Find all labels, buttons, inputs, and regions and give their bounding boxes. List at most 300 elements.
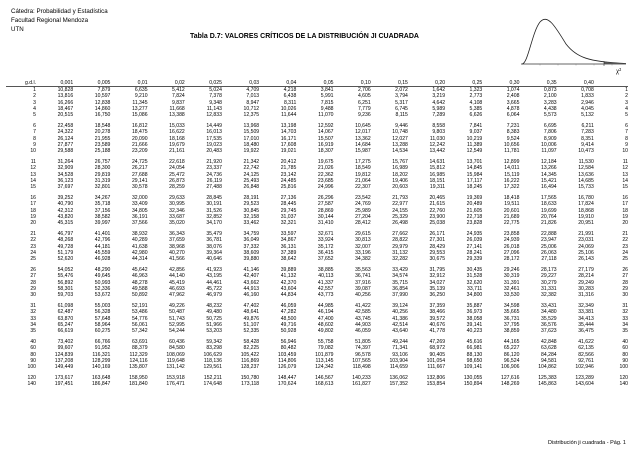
value-cell: 86,120 — [503, 351, 520, 358]
value-cell: 38,859 — [503, 328, 520, 334]
value-cell: 22,307 — [355, 184, 371, 190]
value-cell: 6,064 — [506, 112, 520, 118]
value-cell: 19,023 — [206, 141, 222, 148]
value-cell: 38,932 — [131, 231, 148, 237]
value-cell: 28,869 — [317, 207, 334, 214]
value-cell: 20,764 — [541, 213, 557, 220]
value-cell: 46,059 — [280, 303, 297, 309]
value-cell: 96,524 — [503, 357, 520, 364]
column-header: 0,15 — [371, 78, 408, 87]
value-cell: 25,329 — [392, 213, 408, 220]
value-cell: 152,211 — [203, 375, 222, 381]
value-cell: 19,311 — [429, 184, 446, 190]
value-cell: 4,438 — [543, 105, 557, 112]
value-cell: 41,132 — [280, 273, 297, 280]
value-cell: 140,169 — [91, 364, 111, 370]
value-cell: 9,446 — [395, 123, 408, 129]
value-cell: 32,282 — [392, 256, 408, 262]
value-cell: 36,191 — [131, 213, 148, 220]
value-cell: 80,482 — [280, 345, 297, 352]
value-cell: 109,141 — [463, 364, 483, 370]
gdl-cell-left: 26 — [30, 267, 36, 273]
value-cell: 16,780 — [578, 195, 594, 201]
value-cell: 23,031 — [578, 237, 594, 244]
value-cell: 40,289 — [131, 237, 148, 244]
gdl-cell-right: 34 — [622, 321, 628, 328]
value-cell: 24,725 — [131, 159, 148, 165]
value-cell: 40,270 — [169, 249, 185, 256]
value-cell: 73,402 — [57, 339, 74, 345]
value-cell: 15,812 — [429, 165, 446, 172]
value-cell: 1,833 — [581, 93, 594, 100]
value-cell: 68,972 — [429, 345, 446, 352]
value-cell: 54,776 — [131, 315, 148, 322]
value-cell: 33,597 — [280, 231, 297, 237]
value-cell: 23,858 — [503, 231, 520, 237]
column-header: 0,25 — [445, 78, 482, 87]
value-cell: 26,171 — [429, 231, 446, 237]
value-cell: 36,781 — [206, 237, 222, 244]
value-cell: 33,687 — [169, 213, 185, 220]
value-cell: 42,514 — [392, 321, 408, 328]
gdl-cell-right: 11 — [622, 159, 628, 165]
gdl-cell-right: 35 — [622, 328, 628, 334]
value-cell: 16,750 — [94, 112, 111, 118]
value-cell: 34,413 — [578, 315, 594, 322]
gdl-cell-right: 29 — [622, 285, 628, 292]
chi-square-label: χ² — [616, 67, 622, 75]
gdl-cell-right: 10 — [622, 148, 628, 154]
gdl-cell-left: 35 — [30, 328, 36, 334]
value-cell: 16,622 — [169, 129, 185, 136]
value-cell: 20,489 — [466, 201, 483, 208]
value-cell: 84,284 — [541, 351, 557, 358]
value-cell: 31,795 — [429, 267, 446, 273]
value-cell: 12,592 — [317, 123, 334, 129]
value-cell: 35,444 — [578, 321, 594, 328]
value-cell: 58,428 — [243, 339, 260, 345]
value-cell: 47,400 — [317, 315, 334, 322]
value-cell: 27,204 — [355, 213, 371, 220]
header-facultad: Facultad Regional Mendoza — [11, 17, 89, 25]
value-cell: 29,979 — [392, 243, 408, 250]
value-cell: 14,011 — [504, 165, 520, 172]
value-cell: 22,760 — [429, 207, 446, 214]
value-cell: 57,648 — [94, 315, 111, 322]
value-cell: 37,652 — [317, 256, 334, 262]
value-cell: 66,766 — [94, 339, 111, 345]
value-cell: 28,445 — [280, 201, 297, 208]
value-cell: 53,203 — [206, 328, 222, 334]
column-header: 0,04 — [259, 78, 296, 87]
value-cell: 32,461 — [503, 285, 520, 292]
value-cell: 13,266 — [541, 165, 557, 172]
value-cell: 34,528 — [57, 171, 74, 178]
value-cell: 150,894 — [463, 381, 483, 388]
value-cell: 7,779 — [357, 105, 371, 112]
value-cell: 7,879 — [97, 87, 111, 93]
value-cell: 65,247 — [57, 321, 74, 328]
value-cell: 7,231 — [506, 123, 520, 129]
value-cell: 35,479 — [206, 231, 222, 237]
value-cell: 0,873 — [543, 87, 557, 93]
gdl-cell-left: 90 — [30, 357, 36, 364]
gdl-cell-left: 31 — [30, 303, 36, 309]
value-cell: 18,480 — [243, 141, 260, 148]
value-cell: 41,386 — [392, 315, 408, 322]
value-cell: 129,561 — [203, 364, 222, 370]
value-cell: 23,142 — [280, 171, 297, 178]
value-cell: 105,422 — [240, 351, 260, 358]
gdl-cell-right: 23 — [622, 243, 628, 250]
gdl-cell-left: 10 — [30, 148, 36, 154]
value-cell: 26,143 — [578, 256, 594, 262]
value-cell: 21,793 — [392, 195, 408, 201]
value-cell: 21,991 — [578, 231, 594, 237]
gdl-cell-right: 120 — [619, 375, 628, 381]
value-cell: 13,968 — [243, 123, 260, 129]
value-cell: 46,194 — [317, 309, 334, 316]
gdl-cell-left: 140 — [27, 381, 36, 388]
value-cell: 7,283 — [581, 129, 594, 136]
value-cell: 1,074 — [506, 87, 520, 93]
value-cell: 41,638 — [131, 243, 148, 250]
value-cell: 150,780 — [240, 375, 260, 381]
gdl-cell-left: 1 — [33, 87, 36, 93]
value-cell: 16,989 — [392, 165, 408, 172]
value-cell: 42,980 — [131, 249, 148, 256]
value-cell: 29,745 — [280, 207, 297, 214]
value-cell: 22,618 — [169, 159, 185, 165]
value-cell: 11,345 — [132, 99, 148, 106]
value-cell: 20,412 — [280, 159, 297, 165]
gdl-cell-left: 18 — [30, 207, 36, 214]
value-cell: 128,237 — [240, 364, 260, 370]
value-cell: 44,140 — [169, 273, 185, 280]
gdl-cell-left: 29 — [30, 285, 36, 292]
value-cell: 34,867 — [280, 237, 297, 244]
value-cell: 90,405 — [429, 351, 446, 358]
value-cell: 47,269 — [429, 339, 446, 345]
value-cell: 34,267 — [94, 195, 111, 201]
value-cell: 35,887 — [466, 303, 483, 309]
gdl-cell-right: 6 — [625, 123, 628, 129]
value-cell: 35,529 — [541, 315, 557, 322]
value-cell: 42,557 — [317, 285, 334, 292]
value-cell: 26,757 — [94, 159, 111, 165]
gdl-cell-left: 28 — [30, 279, 36, 286]
value-cell: 36,250 — [429, 292, 446, 298]
value-cell: 9,037 — [469, 129, 483, 136]
value-cell: 14,684 — [355, 141, 371, 148]
value-cell: 124,116 — [129, 357, 148, 364]
value-cell: 24,125 — [243, 171, 260, 178]
value-cell: 12,184 — [541, 159, 557, 165]
value-cell: 71,341 — [392, 345, 408, 352]
value-cell: 23,542 — [355, 195, 371, 201]
value-cell: 52,191 — [131, 303, 148, 309]
value-cell: 38,582 — [94, 213, 111, 220]
value-cell: 9,236 — [357, 112, 371, 118]
value-cell: 82,225 — [243, 345, 260, 352]
value-cell: 3,665 — [506, 99, 520, 106]
value-cell: 43,773 — [317, 292, 334, 298]
value-cell: 51,805 — [355, 339, 371, 345]
value-cell: 32,346 — [169, 207, 185, 214]
value-cell: 14,860 — [94, 105, 111, 112]
value-cell: 37,990 — [392, 292, 408, 298]
value-cell: 96,578 — [355, 351, 371, 358]
value-cell: 29,249 — [578, 279, 594, 286]
value-cell: 12,833 — [206, 112, 222, 118]
value-cell: 22,362 — [317, 171, 334, 178]
value-cell: 41,146 — [243, 267, 260, 273]
value-cell: 59,342 — [206, 339, 222, 345]
value-cell: 55,003 — [94, 303, 111, 309]
value-cell: 9,837 — [172, 99, 185, 106]
value-cell: 20,278 — [94, 129, 111, 136]
value-cell: 29,246 — [503, 267, 520, 273]
value-cell: 13,277 — [131, 105, 148, 112]
gdl-cell-left: 24 — [30, 249, 36, 256]
value-cell: 16,919 — [317, 141, 334, 148]
value-cell: 47,402 — [243, 303, 260, 309]
value-cell: 22,888 — [541, 231, 557, 237]
value-cell: 35,172 — [317, 243, 334, 250]
value-cell: 23,685 — [317, 177, 334, 184]
value-cell: 19,699 — [541, 207, 557, 214]
value-cell: 62,487 — [57, 309, 74, 316]
value-cell: 17,010 — [243, 135, 260, 142]
value-cell: 112,329 — [129, 351, 148, 358]
value-cell: 37,359 — [429, 303, 446, 309]
value-cell: 28,822 — [392, 237, 408, 244]
value-cell: 39,252 — [57, 195, 74, 201]
value-cell: 14,534 — [392, 148, 408, 154]
value-cell: 32,382 — [541, 292, 557, 298]
value-cell: 140,233 — [352, 375, 371, 381]
value-cell: 11,097 — [541, 148, 557, 154]
value-cell: 28,214 — [578, 273, 594, 280]
value-cell: 28,172 — [503, 256, 520, 262]
gdl-cell-right: 31 — [622, 303, 628, 309]
value-cell: 25,493 — [243, 177, 260, 184]
value-cell: 36,131 — [280, 243, 297, 250]
value-cell: 10,656 — [503, 141, 520, 148]
value-cell: 94,581 — [541, 357, 557, 364]
value-cell: 23,947 — [541, 237, 557, 244]
value-cell: 25,106 — [578, 249, 594, 256]
value-cell: 41,622 — [578, 339, 594, 345]
value-cell: 31,316 — [578, 292, 594, 298]
value-cell: 32,912 — [429, 273, 446, 280]
value-cell: 27,877 — [57, 141, 74, 148]
value-cell: 43,820 — [57, 213, 74, 220]
gdl-cell-left: 6 — [33, 123, 36, 129]
value-cell: 51,179 — [57, 249, 74, 256]
gdl-cell-left: 120 — [27, 375, 36, 381]
value-cell: 27,118 — [541, 256, 557, 262]
value-cell: 17,608 — [280, 141, 297, 148]
value-cell: 146,567 — [315, 375, 334, 381]
value-cell: 50,993 — [94, 279, 111, 286]
value-cell: 32,909 — [57, 165, 74, 172]
value-cell: 40,256 — [392, 309, 408, 316]
value-cell: 49,226 — [169, 303, 185, 309]
header-gdl-right-blank — [594, 78, 628, 87]
gdl-cell-right: 15 — [622, 184, 628, 190]
value-cell: 22,977 — [392, 201, 408, 208]
value-cell: 26,018 — [503, 243, 520, 250]
value-cell: 111,667 — [427, 364, 446, 370]
gdl-cell-right: 33 — [622, 315, 628, 322]
value-cell: 35,139 — [429, 285, 446, 292]
value-cell: 37,332 — [243, 243, 260, 250]
value-cell: 16,222 — [503, 177, 520, 184]
column-header: 0,001 — [36, 78, 73, 87]
value-cell: 49,588 — [131, 285, 148, 292]
value-cell: 20,603 — [392, 184, 408, 190]
value-cell: 19,511 — [504, 201, 520, 208]
value-cell: 9,524 — [506, 135, 520, 142]
value-cell: 82,566 — [578, 351, 594, 358]
value-cell: 3,283 — [543, 99, 557, 106]
value-cell: 2,072 — [395, 87, 408, 93]
value-cell: 43,195 — [206, 273, 222, 280]
value-cell: 30,675 — [429, 256, 446, 262]
value-cell: 24,069 — [578, 243, 594, 250]
value-cell: 46,059 — [355, 328, 371, 334]
value-cell: 28,241 — [466, 249, 483, 256]
value-cell: 10,645 — [355, 123, 371, 129]
value-cell: 41,566 — [169, 256, 185, 262]
value-cell: 26,063 — [541, 249, 557, 256]
value-cell: 170,624 — [277, 381, 297, 388]
value-cell: 48,232 — [206, 303, 222, 309]
value-cell: 13,636 — [578, 171, 594, 178]
gdl-cell-right: 30 — [622, 292, 628, 298]
gdl-cell-left: 5 — [33, 112, 36, 118]
value-cell: 9,348 — [209, 99, 222, 106]
value-cell: 18,633 — [541, 201, 557, 208]
value-cell: 27,179 — [578, 267, 594, 273]
value-cell: 29,339 — [466, 256, 483, 262]
value-cell: 14,449 — [206, 123, 222, 129]
value-cell: 5,989 — [432, 105, 446, 112]
value-cell: 33,196 — [355, 249, 371, 256]
value-cell: 88,130 — [466, 351, 483, 358]
gdl-cell-right: 18 — [622, 207, 628, 214]
value-cell: 48,500 — [280, 315, 297, 322]
value-cell: 33,711 — [467, 285, 483, 292]
value-cell: 35,718 — [94, 201, 111, 208]
gdl-cell-left: 15 — [30, 184, 36, 190]
value-cell: 36,475 — [578, 328, 594, 334]
value-cell: 38,968 — [169, 243, 185, 250]
value-cell: 55,758 — [317, 339, 334, 345]
value-cell: 8,383 — [506, 129, 520, 136]
gdl-cell-right: 5 — [625, 112, 628, 118]
value-cell: 16,266 — [57, 99, 74, 106]
value-cell: 35,563 — [355, 267, 371, 273]
value-cell: 124,839 — [54, 351, 74, 358]
value-cell: 6,695 — [543, 123, 557, 129]
value-cell: 44,913 — [243, 285, 260, 292]
value-cell: 7,378 — [209, 93, 222, 100]
value-cell: 12,375 — [243, 112, 260, 118]
value-cell: 130,055 — [463, 375, 483, 381]
gdl-cell-left: 16 — [30, 195, 36, 201]
gdl-cell-left: 9 — [33, 141, 36, 148]
value-cell: 18,548 — [94, 123, 111, 129]
value-cell: 0,708 — [581, 87, 594, 93]
value-cell: 44,903 — [355, 321, 371, 328]
value-cell: 41,422 — [355, 303, 371, 309]
value-cell: 197,451 — [54, 381, 74, 388]
value-cell: 24,054 — [169, 165, 185, 172]
value-cell: 30,435 — [466, 267, 483, 273]
value-cell: 32,801 — [94, 184, 111, 190]
value-cell: 25,472 — [169, 171, 185, 178]
value-cell: 74,397 — [355, 345, 371, 352]
value-cell: 174,648 — [203, 381, 222, 388]
value-cell: 12,242 — [429, 141, 446, 148]
value-cell: 41,337 — [317, 279, 334, 286]
value-cell: 10,026 — [280, 105, 297, 112]
value-cell: 20,090 — [131, 135, 148, 142]
value-cell: 49,716 — [280, 321, 297, 328]
value-cell: 131,142 — [166, 364, 185, 370]
value-cell: 8,947 — [246, 99, 260, 106]
value-cell: 136,062 — [389, 375, 408, 381]
value-cell: 46,979 — [206, 292, 222, 298]
value-cell: 4,709 — [246, 87, 260, 93]
value-cell: 30,813 — [355, 237, 371, 244]
gdl-cell-left: 12 — [30, 165, 36, 172]
value-cell: 21,161 — [169, 148, 185, 154]
value-cell: 42,585 — [355, 309, 371, 316]
value-cell: 45,722 — [206, 285, 222, 292]
gdl-cell-right: 60 — [622, 345, 628, 352]
value-cell: 27,301 — [429, 237, 446, 244]
value-cell: 6,211 — [581, 123, 594, 129]
value-cell: 49,645 — [94, 273, 111, 280]
value-cell: 16,171 — [280, 135, 297, 142]
value-cell: 168,613 — [315, 381, 334, 388]
value-cell: 26,848 — [243, 184, 260, 190]
value-cell: 176,471 — [166, 381, 185, 388]
value-cell: 22,718 — [466, 213, 483, 220]
value-cell: 45,315 — [57, 220, 74, 226]
value-cell: 37,566 — [131, 220, 148, 226]
value-cell: 15,767 — [392, 159, 408, 165]
gdl-cell-right: 2 — [625, 93, 628, 100]
value-cell: 114,806 — [278, 357, 297, 364]
value-cell: 29,588 — [57, 148, 74, 154]
value-cell: 25,006 — [541, 243, 557, 250]
gdl-cell-left: 30 — [30, 292, 36, 298]
column-header: 0,005 — [73, 78, 110, 87]
gdl-cell-right: 28 — [622, 279, 628, 286]
value-cell: 7,824 — [172, 93, 185, 100]
value-cell: 161,827 — [352, 381, 371, 388]
value-cell: 106,629 — [203, 351, 222, 358]
value-cell: 40,676 — [429, 321, 446, 328]
value-cell: 15,421 — [541, 177, 557, 184]
value-cell: 2,946 — [581, 99, 594, 106]
value-cell: 8,558 — [432, 123, 446, 129]
value-cell: 31,264 — [57, 159, 74, 165]
